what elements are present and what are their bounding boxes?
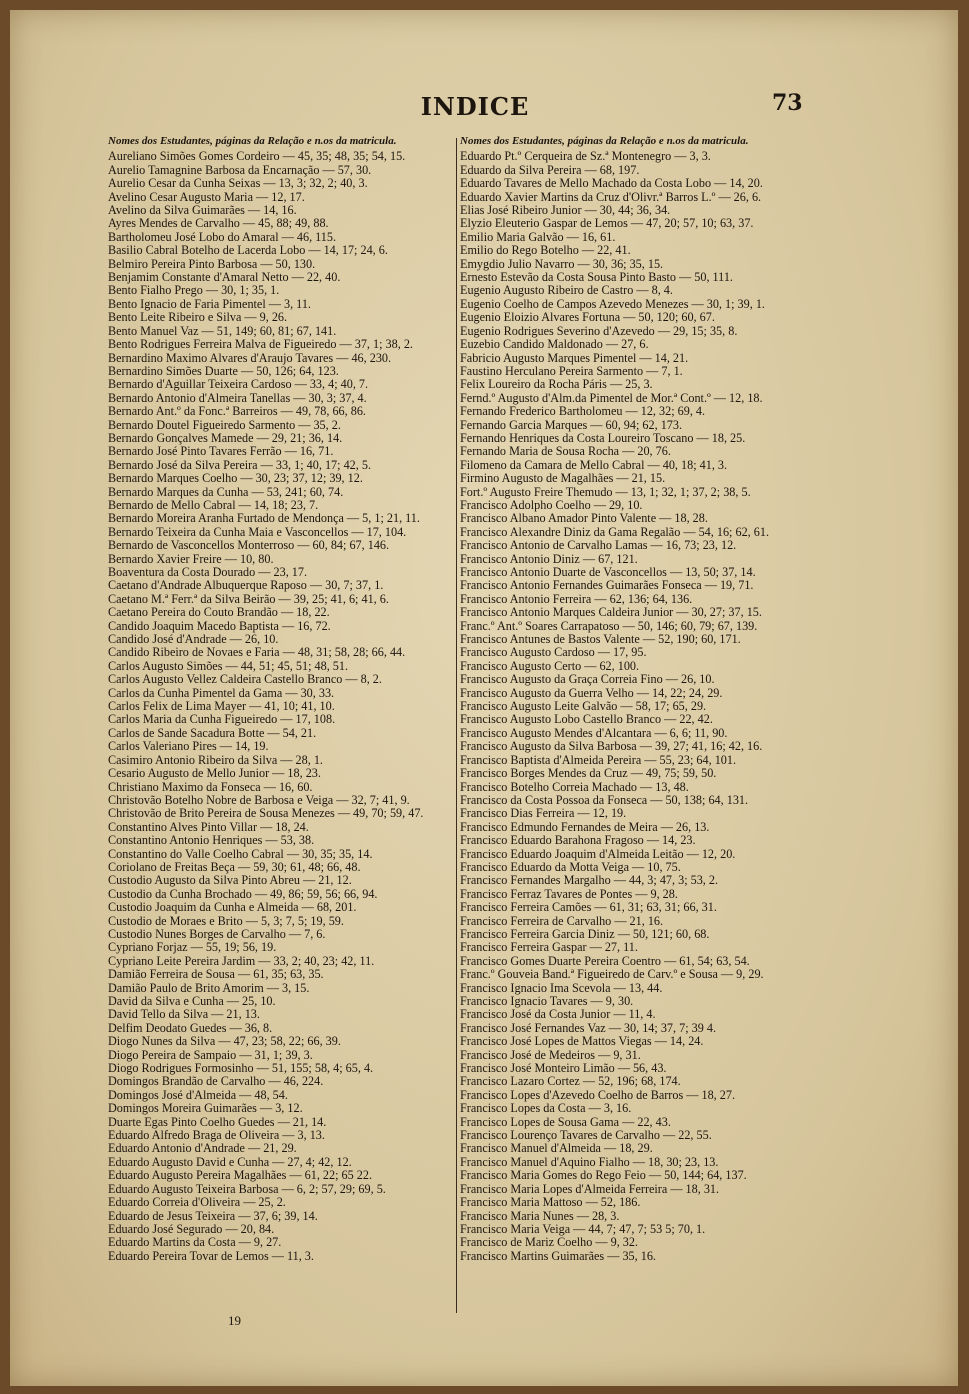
index-entry: Damião Ferreira de Sousa — 61, 35; 63, 35. [108, 968, 324, 982]
index-column-right [460, 135, 814, 1263]
index-entry: Francisco Albano Amador Pinto Valente — 18, 28. [460, 512, 708, 526]
index-entry: Domingos Moreira Guimarães — 3, 12. [108, 1102, 303, 1116]
index-entry: Francisco Ferreira Camões — 61, 31; 63, 31; 66, 31. [460, 901, 717, 915]
index-entry: Eduardo Tavares de Mello Machado da Costa Lobo — 14, 20. [460, 177, 763, 191]
index-entry: Carlos de Sande Sacadura Botte — 54, 21. [108, 726, 317, 740]
index-entry: Francisco Antonio Diniz — 67, 121. [460, 552, 638, 566]
index-entry: Eduardo de Jesus Teixeira — 37, 6; 39, 14. [108, 1209, 318, 1223]
index-entry: Francisco Edmundo Fernandes de Meira — 26, 13. [460, 820, 710, 834]
index-entry: Francisco Eduardo Barahona Fragoso — 14, 23. [460, 834, 696, 848]
page-number: 73 [772, 90, 803, 116]
index-entry: Emygdio Julio Navarro — 30, 36; 35, 15. [460, 257, 664, 271]
index-entry: Francisco Ignacio Ima Scevola — 13, 44. [460, 981, 663, 995]
index-entry: Euzebio Candido Maldonado — 27, 6. [460, 338, 649, 352]
index-entry: Eduardo Martins da Costa — 9, 27. [108, 1236, 282, 1250]
index-entry: Francisco Lopes d'Azevedo Coelho de Barros — 18, 27. [460, 1088, 735, 1102]
index-entry: Aurelio Tamagnine Barbosa da Encarnação — 57, 30. [108, 163, 372, 177]
index-entry: Bernardo Moreira Aranha Furtado de Mendonça — 5, 1; 21, 11. [108, 512, 420, 526]
index-entry: Caetano d'Andrade Albuquerque Raposo — 30, 7; 37, 1. [108, 579, 384, 593]
index-entry: Ayres Mendes de Carvalho — 45, 88; 49, 88. [108, 217, 329, 231]
index-entry: Candido Ribeiro de Novaes e Faria — 48, 31; 58, 28; 66, 44. [108, 646, 406, 660]
index-entry: Francisco Martins Guimarães — 35, 16. [460, 1249, 656, 1263]
index-entry: Bernardino Maximo Alvares d'Araujo Tavares — 46, 230. [108, 351, 392, 365]
index-entry: Christovão de Brito Pereira de Sousa Menezes — 49, 70; 59, 47. [108, 807, 424, 821]
index-entry: Eugenio Rodrigues Severino d'Azevedo — 29, 15; 35, 8. [460, 324, 738, 338]
index-entry: Cypriano Forjaz — 55, 19; 56, 19. [108, 941, 277, 955]
index-entry: Diogo Rodrigues Formosinho — 51, 155; 58, 4; 65, 4. [108, 1062, 374, 1076]
index-entry: Elyzio Eleuterio Gaspar de Lemos — 47, 20; 57, 10; 63, 37. [460, 217, 754, 231]
index-entry: Firmino Augusto de Magalhães — 21, 15. [460, 472, 666, 486]
index-entry: Felix Loureiro da Rocha Páris — 25, 3. [460, 378, 653, 392]
index-entry: Bernardo José Pinto Tavares Ferrão — 16, 71. [108, 445, 334, 459]
index-entry: Francisco Augusto Lobo Castello Branco — 22, 42. [460, 713, 713, 727]
index-entry: Francisco Maria Nunes — 28, 3. [460, 1209, 620, 1223]
index-entry: Benjamim Constante d'Amaral Netto — 22, 40. [108, 271, 341, 285]
page-title: INDICE [420, 92, 530, 121]
index-entry: Bernardo de Vasconcellos Monterroso — 60, 84; 67, 146. [108, 539, 390, 553]
index-entry: Francisco Augusto Certo — 62, 100. [460, 659, 640, 673]
index-entry: Francisco Manuel d'Almeida — 18, 29. [460, 1142, 653, 1156]
index-entry: Francisco Antunes de Bastos Valente — 52, 190; 60, 171. [460, 633, 741, 647]
index-entry: Eduardo Pereira Tovar de Lemos — 11, 3. [108, 1249, 314, 1263]
index-entry: Casimiro Antonio Ribeiro da Silva — 28, 1. [108, 753, 323, 767]
index-entry: Francisco Antonio Marques Caldeira Junior — 30, 27; 37, 15. [460, 606, 762, 620]
index-entry: Francisco Dias Ferreira — 12, 19. [460, 807, 627, 821]
index-entry: Bernardo Ant.º da Fonc.ª Barreiros — 49, 78, 66, 86. [108, 405, 366, 419]
index-entry: Christovão Botelho Nobre de Barbosa e Veiga — 32, 7; 41, 9. [108, 793, 410, 807]
index-entry: Francisco Ferreira Gaspar — 27, 11. [460, 941, 638, 955]
index-entry: Bernardo Xavier Freire — 10, 80. [108, 552, 274, 566]
entry-list [108, 150, 456, 1263]
index-entry: Francisco Lourenço Tavares de Carvalho — 22, 55. [460, 1129, 712, 1143]
index-entry: Francisco de Mariz Coelho — 9, 32. [460, 1236, 639, 1250]
index-entry: Francisco Botelho Correia Machado — 13, 48. [460, 780, 689, 794]
index-entry: Elias José Ribeiro Junior — 30, 44; 36, 34. [460, 204, 671, 218]
index-entry: Francisco Antonio Duarte de Vasconcellos — 13, 50; 37, 14. [460, 566, 756, 579]
index-entry: Custodio de Moraes e Brito — 5, 3; 7, 5; 19, 59. [108, 914, 344, 928]
index-entry: Bernardo de Mello Cabral — 14, 18; 23, 7. [108, 498, 319, 512]
index-entry: Bento Ignacio de Faria Pimentel — 3, 11. [108, 297, 311, 311]
column-header: Nomes dos Estudantes, páginas da Relação e n.os da matricula. [108, 135, 397, 147]
index-entry: Francisco Eduardo Joaquim d'Almeida Leitão — 12, 20. [460, 847, 736, 861]
index-entry: Fabricio Augusto Marques Pimentel — 14, 21. [460, 351, 689, 365]
index-entry: Diogo Pereira de Sampaio — 31, 1; 39, 3. [108, 1048, 313, 1062]
index-entry: Francisco Augusto da Guerra Velho — 14, 22; 24, 29. [460, 686, 723, 700]
index-entry: Francisco Augusto da Graça Correia Fino — 26, 10. [460, 673, 715, 687]
index-entry: Constantino Antonio Henriques — 53, 38. [108, 834, 315, 848]
index-entry: Cypriano Leite Pereira Jardim — 33, 2; 40, 23; 42, 11. [108, 954, 375, 968]
index-entry: Cesario Augusto de Mello Junior — 18, 23. [108, 767, 321, 781]
index-entry: Fernando Garcia Marques — 60, 94; 62, 173. [460, 418, 683, 432]
index-entry: Francisco José da Costa Junior — 11, 4. [460, 1008, 656, 1022]
column-header: Nomes dos Estudantes, páginas da Relação e n.os da matricula. [460, 135, 749, 147]
index-entry: Custodio Nunes Borges de Carvalho — 7, 6. [108, 927, 326, 941]
index-entry: Eduardo José Segurado — 20, 84. [108, 1222, 275, 1236]
index-column-left [108, 135, 456, 1263]
index-entry: Francisco Ignacio Tavares — 9, 30. [460, 995, 634, 1008]
index-entry: Fernando Henriques da Costa Loureiro Toscano — 18, 25. [460, 431, 746, 445]
index-entry: Bernardo Marques Coelho — 30, 23; 37, 12; 39, 12. [108, 472, 363, 486]
index-entry: Carlos Valeriano Pires — 14, 19. [108, 740, 269, 754]
index-entry: Christiano Maximo da Fonseca — 16, 60. [108, 780, 313, 794]
index-entry: Constantino do Valle Coelho Cabral — 30, 35; 35, 14. [108, 847, 373, 861]
index-entry: Francisco Augusto Leite Galvão — 58, 17; 65, 29. [460, 700, 707, 714]
index-entry: Emilio do Rego Botelho — 22, 41. [460, 244, 631, 258]
index-entry: Eduardo Pt.º Cerqueira de Sz.ª Montenegro — 3, 3. [460, 150, 711, 164]
index-entry: Eduardo Xavier Martins da Cruz d'Olivr.ª Barros L.º — 26, 6. [460, 190, 762, 204]
index-entry: Constantino Alves Pinto Villar — 18, 24. [108, 820, 309, 834]
index-entry: Francisco Maria Mattoso — 52, 186. [460, 1196, 641, 1210]
index-entry: Bento Leite Ribeiro e Silva — 9, 26. [108, 311, 288, 325]
index-entry: Custodio Joaquim da Cunha e Almeida — 68, 201. [108, 901, 357, 915]
index-entry: Bartholomeu José Lobo do Amaral — 46, 115. [108, 230, 337, 244]
index-entry: Carlos Augusto Simões — 44, 51; 45, 51; 48, 51. [108, 659, 349, 673]
index-entry: Francisco José Monteiro Limão — 56, 43. [460, 1062, 667, 1076]
index-entry: Avelino Cesar Augusto Maria — 12, 17. [108, 190, 305, 204]
index-entry: Bernardo Antonio d'Almeira Tanellas — 30, 3; 37, 4. [108, 391, 367, 405]
index-entry: Caetano Pereira do Couto Brandão — 18, 22. [108, 606, 330, 620]
index-entry: Bernardo Teixeira da Cunha Maia e Vasconcellos — 17, 104. [108, 525, 407, 539]
index-entry: Francisco Fernandes Margalho — 44, 3; 47, 3; 53, 2. [460, 874, 719, 888]
index-entry: Carlos Felix de Lima Mayer — 41, 10; 41, 10. [108, 700, 335, 714]
index-entry: David da Silva e Cunha — 25, 10. [108, 995, 276, 1008]
index-entry: Eugenio Coelho de Campos Azevedo Menezes — 30, 1; 39, 1. [460, 297, 765, 311]
index-entry: Eugenio Eloizio Alvares Fortuna — 50, 120; 60, 67. [460, 311, 715, 325]
index-entry: Francisco Ferraz Tavares de Pontes — 9, 28. [460, 887, 678, 901]
index-entry: Fernd.º Augusto d'Alm.da Pimentel de Mor.ª Cont.º — 12, 18. [460, 391, 763, 405]
index-entry: Fernando Maria de Sousa Rocha — 20, 76. [460, 445, 671, 459]
index-entry: Fort.º Augusto Freire Themudo — 13, 1; 32, 1; 37, 2; 38, 5. [460, 485, 751, 499]
index-entry: Boaventura da Costa Dourado — 23, 17. [108, 566, 308, 579]
index-entry: Francisco Augusto da Silva Barbosa — 39, 27; 41, 16; 42, 16. [460, 740, 763, 754]
index-entry: Carlos Augusto Vellez Caldeira Castello Branco — 8, 2. [108, 673, 382, 687]
index-entry: Belmiro Pereira Pinto Barbosa — 50, 130. [108, 257, 316, 271]
index-entry: Custodio Augusto da Silva Pinto Abreu — 21, 12. [108, 874, 352, 888]
index-entry: Eduardo Augusto David e Cunha — 27, 4; 42, 12. [108, 1155, 352, 1169]
index-entry: Candido Joaquim Macedo Baptista — 16, 72. [108, 619, 331, 633]
index-entry: Bernardo Doutel Figueiredo Sarmento — 35, 2. [108, 418, 341, 432]
index-entry: Francisco Maria Lopes d'Almeida Ferreira — 18, 31. [460, 1182, 720, 1196]
index-entry: Francisco Antonio de Carvalho Lamas — 16, 73; 23, 12. [460, 539, 737, 553]
index-entry: Francisco Lopes da Costa — 3, 16. [460, 1102, 632, 1116]
index-entry: Francisco José Lopes de Mattos Viegas — 14, 24. [460, 1035, 704, 1049]
index-entry: Damião Paulo de Brito Amorim — 3, 15. [108, 981, 310, 995]
index-entry: Bernardo José da Silva Pereira — 33, 1; 40, 17; 42, 5. [108, 458, 372, 472]
index-entry: Eduardo Augusto Teixeira Barbosa — 6, 2; 57, 29; 69, 5. [108, 1182, 386, 1196]
index-entry: Francisco Adolpho Coelho — 29, 10. [460, 498, 643, 512]
index-entry: Eugenio Augusto Ribeiro de Castro — 8, 4. [460, 284, 673, 298]
index-entry: Caetano M.ª Ferr.ª da Silva Beirão — 39, 25; 41, 6; 41, 6. [108, 592, 389, 606]
entry-list [460, 150, 814, 1263]
index-entry: Francisco Maria Veiga — 44, 7; 47, 7; 53 5; 70, 1. [460, 1222, 706, 1236]
index-entry: Francisco Manuel d'Aquino Fialho — 18, 30; 23, 13. [460, 1155, 719, 1169]
index-entry: Carlos Maria da Cunha Figueiredo — 17, 108. [108, 713, 336, 727]
index-entry: Bernardo Gonçalves Mamede — 29, 21; 36, 14. [108, 431, 343, 445]
index-entry: Francisco Gomes Duarte Pereira Coentro — 61, 54; 63, 54. [460, 954, 750, 968]
index-entry: Francisco da Costa Possoa da Fonseca — 50, 138; 64, 131. [460, 793, 749, 807]
index-entry: Franc.º Ant.º Soares Carrapatoso — 50, 146; 60, 79; 67, 139. [460, 619, 758, 633]
index-entry: Eduardo Correia d'Oliveira — 25, 2. [108, 1196, 286, 1210]
index-entry: Bernardo d'Aguillar Teixeira Cardoso — 33, 4; 40, 7. [108, 378, 369, 392]
index-entry: Francisco Lazaro Cortez — 52, 196; 68, 174. [460, 1075, 681, 1089]
index-entry: Eduardo Augusto Pereira Magalhães — 61, 22; 65 22. [108, 1169, 373, 1183]
column-divider [456, 138, 457, 1313]
index-entry: Basilio Cabral Botelho de Lacerda Lobo — 14, 17; 24, 6. [108, 244, 388, 258]
index-entry: Bernardo Marques da Cunha — 53, 241; 60, 74. [108, 485, 344, 499]
index-entry: Diogo Nunes da Silva — 47, 23; 58, 22; 66, 39. [108, 1035, 341, 1049]
index-entry: Faustino Herculano Pereira Sarmento — 7, 1. [460, 364, 683, 378]
index-entry: Ernesto Estevão da Costa Sousa Pinto Basto — 50, 111. [460, 271, 733, 285]
index-entry: Francisco Ferreira de Carvalho — 21, 16. [460, 914, 664, 928]
index-entry: Franc.º Gouveia Band.ª Figueiredo de Carv.º e Sousa — 9, 29. [460, 968, 764, 982]
index-entry: Coriolano de Freitas Beça — 59, 30; 61, 48; 66, 48. [108, 860, 361, 874]
index-entry: Aurelio Cesar da Cunha Seixas — 13, 3; 32, 2; 40, 3. [108, 177, 368, 191]
index-entry: Francisco Borges Mendes da Cruz — 49, 75; 59, 50. [460, 767, 717, 781]
index-entry: Eduardo Antonio d'Andrade — 21, 29. [108, 1142, 297, 1156]
index-entry: Bernardino Simões Duarte — 50, 126; 64, 123. [108, 364, 339, 378]
index-entry: Francisco Augusto Mendes d'Alcantara — 6, 6; 11, 90. [460, 726, 728, 740]
index-entry: Domingos José d'Almeida — 48, 54. [108, 1088, 288, 1102]
index-entry: Avelino da Silva Guimarães — 14, 16. [108, 204, 297, 218]
index-entry: Francisco José de Medeiros — 9, 31. [460, 1048, 641, 1062]
index-entry: David Tello da Silva — 21, 13. [108, 1008, 260, 1022]
index-entry: Bento Rodrigues Ferreira Malva de Figueiredo — 37, 1; 38, 2. [108, 338, 413, 352]
index-entry: Francisco Alexandre Diniz da Gama Regalão — 54, 16; 62, 61. [460, 525, 770, 539]
index-entry: Francisco Maria Gomes do Rego Feio — 50, 144; 64, 137. [460, 1169, 747, 1183]
index-entry: Eduardo da Silva Pereira — 68, 197. [460, 163, 640, 177]
index-entry: Custodio da Cunha Brochado — 49, 86; 59, 56; 66, 94. [108, 887, 378, 901]
index-entry: Emilio Maria Galvão — 16, 61. [460, 230, 616, 244]
index-entry: Francisco Baptista d'Almeida Pereira — 55, 23; 64, 101. [460, 753, 737, 767]
index-entry: Fernando Frederico Bartholomeu — 12, 32; 69, 4. [460, 405, 706, 419]
index-entry: Eduardo Alfredo Braga de Oliveira — 3, 13. [108, 1129, 325, 1143]
index-entry: Francisco José Fernandes Vaz — 30, 14; 37, 7; 39 4. [460, 1021, 717, 1035]
index-entry: Francisco Antonio Fernandes Guimarães Fonseca — 19, 71. [460, 579, 754, 593]
book-page [10, 10, 958, 1386]
index-entry: Francisco Ferreira Garcia Diniz — 50, 121; 60, 68. [460, 927, 710, 941]
index-entry: Bento Fialho Prego — 30, 1; 35, 1. [108, 284, 280, 298]
signature-mark: 19 [228, 1313, 241, 1328]
index-entry: Duarte Egas Pinto Coelho Guedes — 21, 14. [108, 1115, 327, 1129]
index-entry: Francisco Lopes de Sousa Gama — 22, 43. [460, 1115, 671, 1129]
index-entry: Francisco Eduardo da Motta Veiga — 10, 75. [460, 860, 681, 874]
index-entry: Candido José d'Andrade — 26, 10. [108, 633, 279, 647]
index-entry: Carlos da Cunha Pimentel da Gama — 30, 33. [108, 686, 335, 700]
index-entry: Bento Manuel Vaz — 51, 149; 60, 81; 67, 141. [108, 324, 337, 338]
index-entry: Filomeno da Camara de Mello Cabral — 40, 18; 41, 3. [460, 458, 728, 472]
index-entry: Francisco Antonio Ferreira — 62, 136; 64, 136. [460, 592, 693, 606]
index-entry: Domingos Brandão de Carvalho — 46, 224. [108, 1075, 324, 1089]
index-entry: Francisco Augusto Cardoso — 17, 95. [460, 646, 647, 660]
index-entry: Delfim Deodato Guedes — 36, 8. [108, 1021, 273, 1035]
index-entry: Aureliano Simões Gomes Cordeiro — 45, 35; 48, 35; 54, 15. [108, 150, 406, 164]
